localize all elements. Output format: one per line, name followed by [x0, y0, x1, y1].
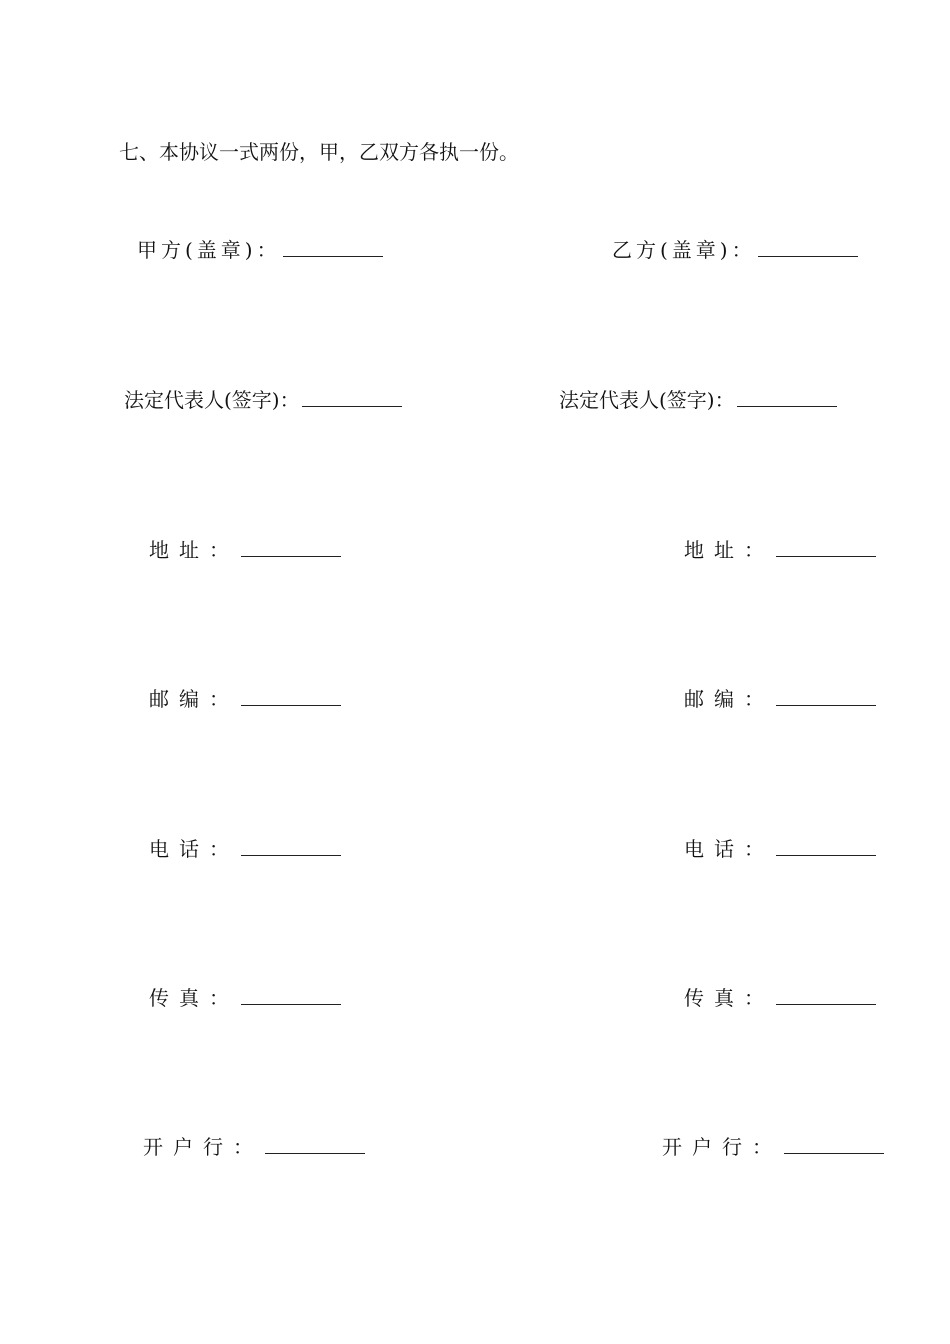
party-a-rep-field: [124, 386, 402, 414]
party-a-fax-label: 传真：: [149, 986, 239, 1010]
party-b-phone-blank[interactable]: [776, 837, 876, 856]
party-b-postcode-blank[interactable]: [776, 687, 876, 706]
party-b-seal-field: [612, 236, 858, 264]
party-b-postcode-field: [684, 685, 876, 713]
party-a-phone-field: [149, 835, 341, 863]
party-a-bank-label: 开户行：: [143, 1135, 263, 1159]
party-a-bank-blank[interactable]: [265, 1135, 365, 1154]
party-a-seal-blank[interactable]: [283, 238, 383, 257]
party-a-fax-blank[interactable]: [241, 986, 341, 1005]
party-a-fax-field: [149, 984, 341, 1012]
party-b-fax-field: [684, 984, 876, 1012]
party-a-address-field: [149, 536, 341, 564]
party-a-address-blank[interactable]: [241, 538, 341, 557]
party-a-phone-blank[interactable]: [241, 837, 341, 856]
party-b-fax-label: 传真：: [684, 986, 774, 1010]
party-a-rep-label: 法定代表人(签字)：: [124, 388, 300, 412]
party-a-seal-field: [137, 236, 383, 264]
party-a-rep-blank[interactable]: [302, 388, 402, 407]
party-b-address-field: [684, 536, 876, 564]
party-b-seal-label: 乙方(盖章)：: [612, 238, 756, 262]
party-b-rep-blank[interactable]: [737, 388, 837, 407]
party-b-rep-field: [559, 386, 837, 414]
party-a-phone-label: 电话：: [149, 837, 239, 861]
party-b-bank-field: [662, 1133, 884, 1161]
party-b-fax-blank[interactable]: [776, 986, 876, 1005]
party-b-postcode-label: 邮编：: [684, 687, 774, 711]
party-a-address-label: 地址：: [149, 538, 239, 562]
party-b-phone-label: 电话：: [684, 837, 774, 861]
party-a-postcode-blank[interactable]: [241, 687, 341, 706]
party-b-bank-label: 开户行：: [662, 1135, 782, 1159]
party-a-postcode-field: [149, 685, 341, 713]
party-b-bank-blank[interactable]: [784, 1135, 884, 1154]
party-a-bank-field: [143, 1133, 365, 1161]
party-b-seal-blank[interactable]: [758, 238, 858, 257]
party-a-seal-label: 甲方(盖章)：: [137, 238, 281, 262]
clause-seven: 七、本协议一式两份，甲，乙双方各执一份。: [119, 140, 519, 164]
party-b-address-blank[interactable]: [776, 538, 876, 557]
party-b-address-label: 地址：: [684, 538, 774, 562]
party-b-phone-field: [684, 835, 876, 863]
party-b-rep-label: 法定代表人(签字)：: [559, 388, 735, 412]
party-a-postcode-label: 邮编：: [149, 687, 239, 711]
